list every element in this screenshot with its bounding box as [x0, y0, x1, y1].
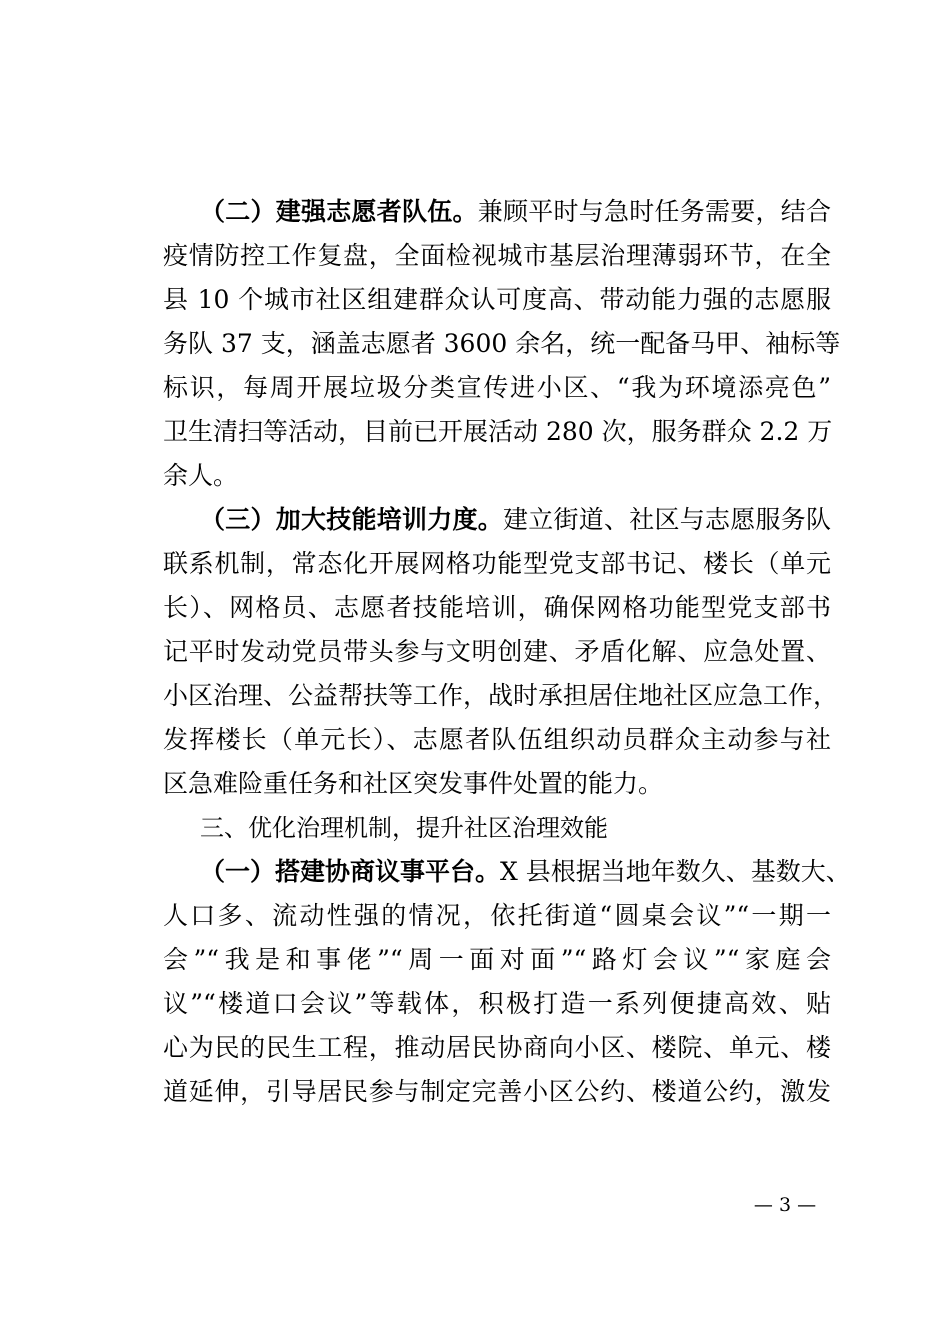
paragraph-line: 长）、网格员、志愿者技能培训，确保网格功能型党支部书: [163, 593, 831, 622]
paragraph-line: [200, 195, 831, 229]
paragraph-line: 余人。: [163, 461, 239, 490]
subsection-heading-3: （三）加大技能培训力度。: [200, 505, 503, 534]
paragraph-line: 县 10 个城市社区组建群众认可度高、带动能力强的志愿服: [163, 285, 831, 314]
paragraph-line: 疫情防控工作复盘，全面检视城市基层治理薄弱环节，在全: [163, 241, 831, 270]
paragraph-line: 标识，每周开展垃圾分类宣传进小区、“我为环境添亮色”: [163, 373, 831, 402]
page-number: — 3 —: [753, 1194, 817, 1216]
paragraph-line: 小区治理、公益帮扶等工作，战时承担居住地社区应急工作，: [163, 681, 839, 710]
paragraph-line: 区急难险重任务和社区突发事件处置的能力。: [163, 769, 664, 798]
section-heading: 三、优化治理机制，提升社区治理效能: [200, 814, 608, 842]
paragraph-line: [200, 855, 851, 889]
paragraph-line: 记平时发动党员带头参与文明创建、矛盾化解、应急处置、: [163, 637, 831, 666]
paragraph-line: [200, 503, 831, 537]
paragraph-text: 兼顾平时与急时任务需要，结合: [477, 197, 831, 226]
paragraph-line: 人口多、流动性强的情况，依托街道“圆桌会议”“一期一: [163, 901, 831, 930]
paragraph-line: 心为民的民生工程，推动居民协商向小区、楼院、单元、楼: [163, 1033, 831, 1062]
subsection-heading-2: （二）建强志愿者队伍。: [200, 197, 478, 226]
paragraph-line: 发挥楼长（单元长）、志愿者队伍组织动员群众主动参与社: [163, 725, 831, 754]
paragraph-text: X 县根据当地年数久、基数大、: [500, 857, 851, 886]
paragraph-text: 建立街道、社区与志愿服务队: [503, 505, 831, 534]
paragraph-line: 联系机制，常态化开展网格功能型党支部书记、楼长（单元: [163, 549, 831, 578]
paragraph-line: 会”“我是和事佬”“周一面对面”“路灯会议”“家庭会: [163, 945, 831, 974]
subsection-heading-1: （一）搭建协商议事平台。: [200, 857, 501, 886]
paragraph-line: 务队 37 支，涵盖志愿者 3600 余名，统一配备马甲、袖标等: [163, 329, 841, 358]
paragraph-line: 议”“楼道口会议”等载体，积极打造一系列便捷高效、贴: [163, 989, 831, 1018]
paragraph-line: 卫生清扫等活动，目前已开展活动 280 次，服务群众 2.2 万: [163, 417, 833, 446]
paragraph-line: 道延伸，引导居民参与制定完善小区公约、楼道公约，激发: [163, 1077, 831, 1106]
